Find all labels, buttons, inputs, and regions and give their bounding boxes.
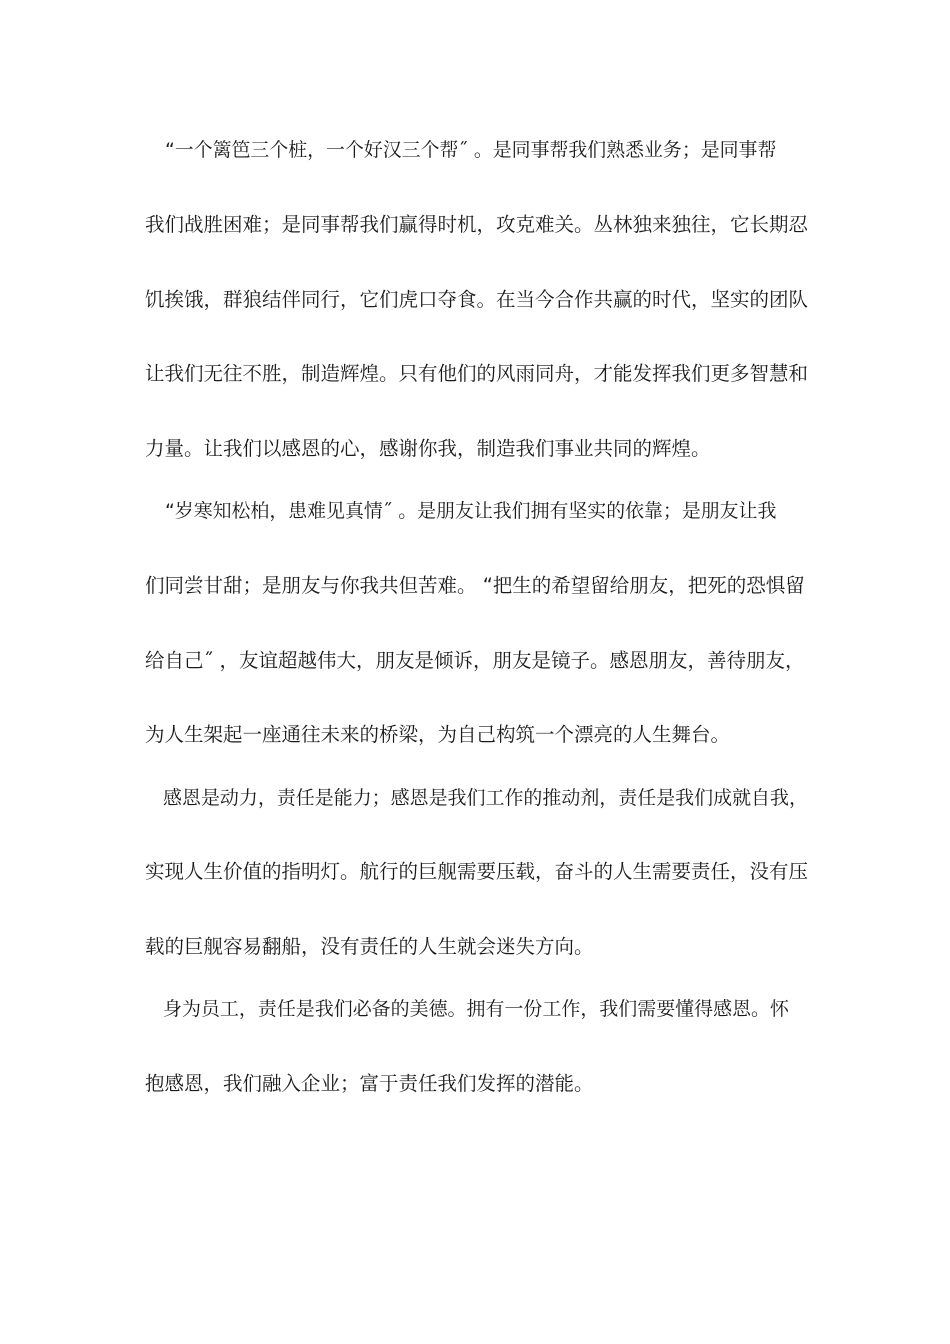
paragraph-1-line-2: 我们战胜困难；是同事帮我们赢得时机，攻克难关。丛林独来独往，它长期忍 xyxy=(145,213,809,236)
paragraph-2-line-1: “岁寒知松柏，患难见真情˝ 。是朋友让我们拥有坚实的依靠；是朋友让我 xyxy=(165,500,777,522)
paragraph-4-line-2: 抱感恩，我们融入企业；富于责任我们发挥的潜能。 xyxy=(145,1072,594,1095)
paragraph-2-line-3: 给自己˝ ，友谊超越伟大，朋友是倾诉，朋友是镜子。感恩朋友，善待朋友， xyxy=(145,649,805,672)
paragraph-2-line-2: 们同尝甘甜；是朋友与你我共但苦难。 “把生的希望留给朋友，把死的恐惧留 xyxy=(145,574,805,597)
paragraph-3-line-1: 感恩是动力，责任是能力；感恩是我们工作的推动剂，责任是我们成就自我， xyxy=(163,787,808,809)
paragraph-1-line-1: “一个篱笆三个桩，一个好汉三个帮˝ 。是同事帮我们熟悉业务；是同事帮 xyxy=(165,139,777,161)
paragraph-3-line-3: 载的巨舰容易翻船，没有责任的人生就会迷失方向。 xyxy=(145,935,594,958)
paragraph-1-line-4: 让我们无往不胜，制造辉煌。只有他们的风雨同舟，才能发挥我们更多智慧和 xyxy=(145,362,809,385)
paragraph-4-line-1: 身为员工，责任是我们必备的美德。拥有一份工作，我们需要懂得感恩。怀 xyxy=(163,998,789,1020)
paragraph-1-line-5: 力量。让我们以感恩的心，感谢你我，制造我们事业共同的辉煌。 xyxy=(145,437,711,460)
paragraph-3-line-2: 实现人生价值的指明灯。航行的巨舰需要压载，奋斗的人生需要责任，没有压 xyxy=(145,860,809,883)
paragraph-2-line-4: 为人生架起一座通往未来的桥梁，为自己构筑一个漂亮的人生舞台。 xyxy=(145,723,731,746)
paragraph-1-line-3: 饥挨饿，群狼结伴同行，它们虎口夺食。在当今合作共赢的时代，坚实的团队 xyxy=(145,288,809,311)
